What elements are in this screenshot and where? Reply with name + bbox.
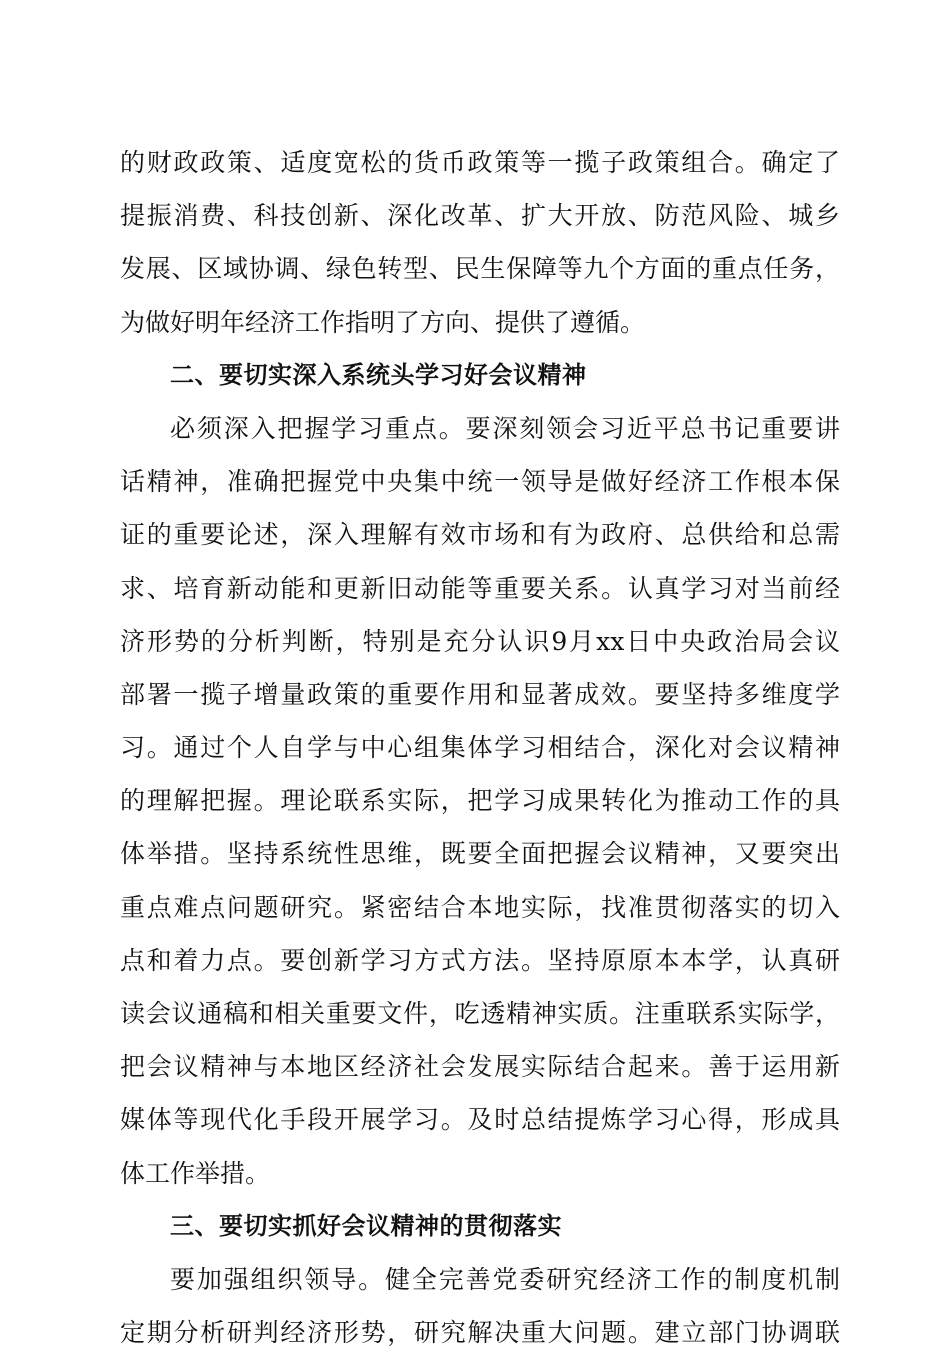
paragraph-line: 媒体等现代化手段开展学习。及时总结提炼学习心得，形成具 [120,1105,840,1135]
paragraph-2 [120,402,840,1200]
section-heading-3: 三、要切实抓好会议精神的贯彻落实 [170,1211,562,1240]
paragraph-line: 求、培育新动能和更新旧动能等重要关系。认真学习对当前经 [120,573,840,603]
document-body [120,136,840,1359]
paragraph-line: 的财政政策、适度宽松的货币政策等一揽子政策组合。确定了 [120,148,840,177]
paragraph-line: 的理解把握。理论联系实际，把学习成果转化为推动工作的具 [120,786,840,816]
paragraph-line: 发展、区域协调、绿色转型、民生保障等九个方面的重点任务， [120,254,840,284]
paragraph-line: 点和着力点。要创新学习方式方法。坚持原原本本学，认真研 [120,945,840,975]
paragraph-3 [120,1253,840,1359]
paragraph-line: 读会议通稿和相关重要文件，吃透精神实质。注重联系实际学， [120,999,840,1028]
paragraph-line: 提振消费、科技创新、深化改革、扩大开放、防范风险、城乡 [120,201,840,231]
paragraph-line: 要加强组织领导。健全完善党委研究经济工作的制度机制 [170,1264,840,1294]
paragraph-line: 话精神，准确把握党中央集中统一领导是做好经济工作根本保 [120,467,840,497]
paragraph-line: 重点难点问题研究。紧密结合本地实际，找准贯彻落实的切入 [120,892,840,922]
paragraph-line: 习。通过个人自学与中心组集体学习相结合，深化对会议精神 [120,733,840,763]
paragraph-line: 证的重要论述，深入理解有效市场和有为政府、总供给和总需 [120,520,840,550]
paragraph-line: 部署一揽子增量政策的重要作用和显著成效。要坚持多维度学 [120,679,840,709]
paragraph-1 [120,136,840,349]
paragraph-line: 把会议精神与本地区经济社会发展实际结合起来。善于运用新 [120,1052,840,1082]
paragraph-line: 定期分析研判经济形势，研究解决重大问题。建立部门协调联 [120,1318,840,1348]
paragraph-line: 济形势的分析判断，特别是充分认识9月xx日中央政治局会议 [120,626,840,656]
paragraph-line: 为做好明年经济工作指明了方向、提供了遵循。 [120,307,646,337]
paragraph-line: 体工作举措。 [120,1158,271,1188]
section-heading-2: 二、要切实深入系统头学习好会议精神 [170,360,587,389]
paragraph-line: 体举措。坚持系统性思维，既要全面把握会议精神，又要突出 [120,839,840,869]
paragraph-line: 必须深入把握学习重点。要深刻领会习近平总书记重要讲 [170,413,840,443]
